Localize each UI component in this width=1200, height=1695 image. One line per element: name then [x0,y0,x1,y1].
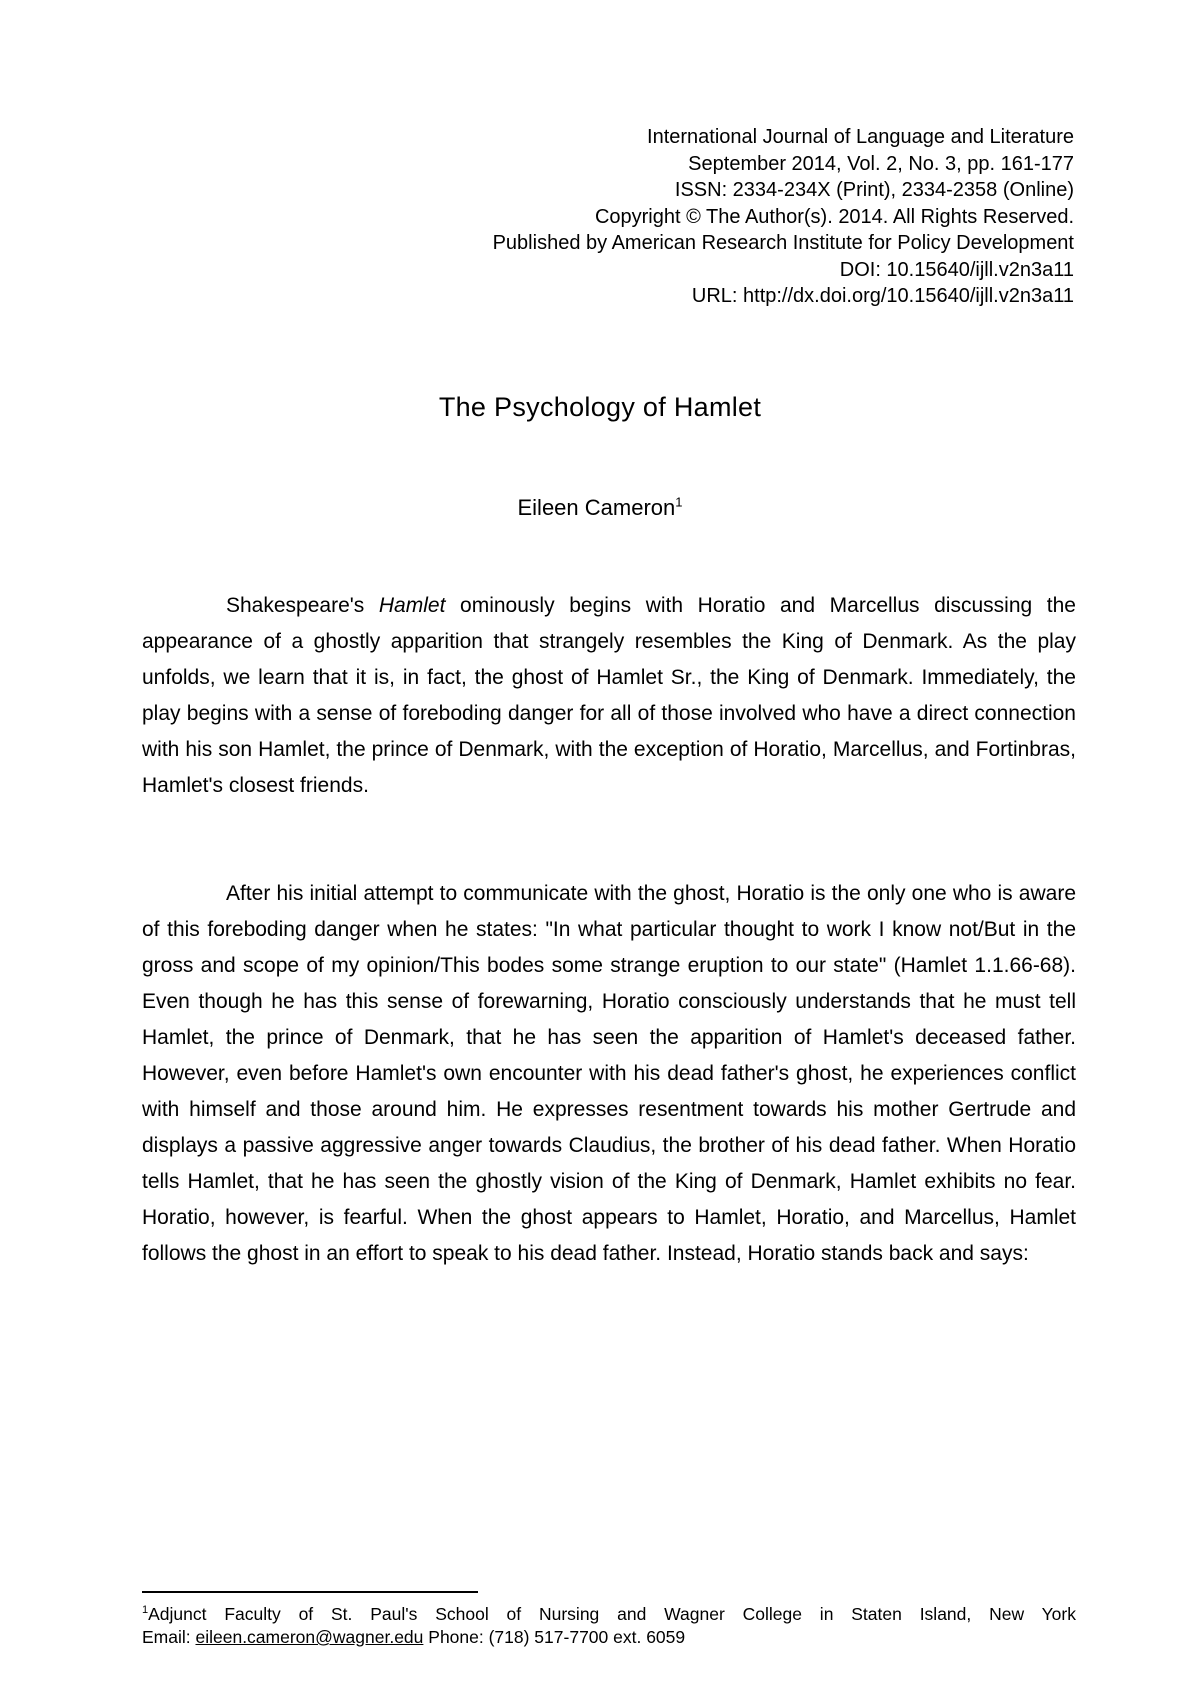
author-footnote-mark: 1 [675,494,683,510]
journal-issn: ISSN: 2334-234X (Print), 2334-2358 (Online) [674,179,1074,201]
article-author [0,495,1200,521]
journal-copyright: Copyright © The Author(s). 2014. All Rights Reserved. [594,205,1074,228]
footnote-line-1 [142,1603,1076,1626]
footnote-phone: Phone: (718) 517-7700 ext. 6059 [423,1627,686,1647]
body-paragraph-2: After his initial attempt to communicate with the ghost, Horatio is the only one who is aware of this foreboding danger when he states: "In what particular thought to work I know not/But in the gross and scope of my opinion/This bodes some strange eruption to our state" (Hamlet 1.1.66-68). Even though he has this sense of forewarning, Horatio consciously understands that he must tell Hamlet, the prince of Denmark, that he has seen the apparition of Hamlet's deceased father. However, even before Hamlet's own encounter with his dead father's ghost, he experiences conflict with himself and those around him. He expresses resentment towards his mother Gertrude and displays a passive aggressive anger towards Claudius, the brother of his dead father. When Horatio tells Hamlet, that he has seen the ghostly vision of the King of Denmark, Hamlet exhibits no fear. Horatio, however, is fearful. When the ghost appears to Hamlet, Horatio, and Marcellus, Hamlet follows the ghost in an effort to speak to his dead father. Instead, Horatio stands back and says: [142,882,1076,1265]
footnote [142,1603,1076,1649]
p1-play-title: Hamlet [378,594,446,617]
author-name: Eileen Cameron [517,495,676,520]
footnote-mark: 1 [142,1604,149,1617]
footnote-divider [142,1591,478,1593]
p1-lead: Shakespeare's [226,594,379,617]
journal-name: International Journal of Language and Literature [647,126,1074,148]
journal-publisher: Published by American Research Institute for Policy Development [492,232,1074,254]
journal-issue: September 2014, Vol. 2, No. 3, pp. 161-177 [688,152,1074,175]
journal-doi: DOI: 10.15640/ijll.v2n3a11 [839,258,1074,281]
journal-url: URL: http://dx.doi.org/10.15640/ijll.v2n3a11 [691,285,1074,307]
footnote-affiliation: Adjunct Faculty of St. Paul's School of Nursing and Wagner College in Staten Island, New York [148,1604,1076,1624]
article-title: The Psychology of Hamlet [438,392,762,422]
body-paragraph-1 [142,588,1076,804]
p1-rest: ominously begins with Horatio and Marcellus discussing the appearance of a ghostly apparition that strangely resembles the King of Denmark. As the play unfolds, we learn that it is, in fact, the ghost of Hamlet Sr., the King of Denmark. Immediately, the play begins with a sense of foreboding danger for all of those involved who have a direct connection with his son Hamlet, the prince of Denmark, with the exception of Horatio, Marcellus, and Fortinbras, Hamlet's closest friends. [142,594,1076,797]
footnote-email-link[interactable]: eileen.cameron@wagner.edu [195,1627,424,1647]
journal-header [314,124,1074,310]
footnote-email-label: Email: [142,1627,196,1647]
